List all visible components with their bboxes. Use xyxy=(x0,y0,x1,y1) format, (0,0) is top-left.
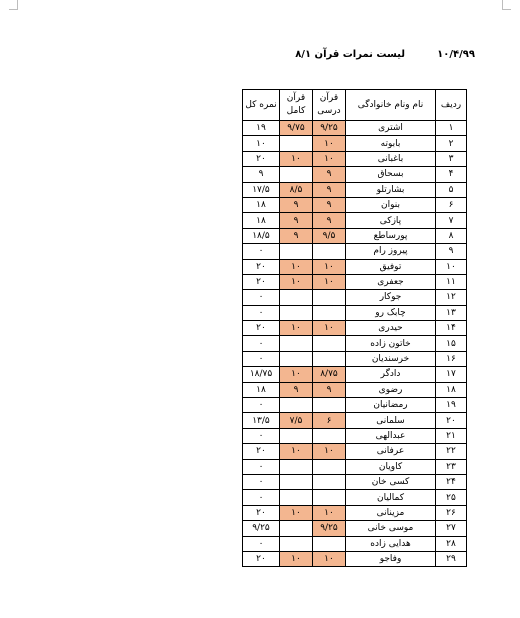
table-row xyxy=(243,413,467,428)
table-row xyxy=(243,428,467,443)
quran-lesson-score-cell xyxy=(313,336,346,351)
quran-lesson-score-cell: ۱۰ xyxy=(313,321,346,336)
page-corner-mark-right xyxy=(502,0,511,10)
student-name-cell: کاویان xyxy=(346,459,436,474)
quran-lesson-score-cell xyxy=(313,290,346,305)
row-number-cell: ۲۱ xyxy=(436,428,467,443)
quran-complete-score-cell xyxy=(280,136,313,151)
quran-complete-score-cell xyxy=(280,459,313,474)
header-row-number: ردیف xyxy=(436,90,467,121)
total-score-cell: ۰ xyxy=(243,474,280,489)
table-row xyxy=(243,459,467,474)
table-row xyxy=(243,521,467,536)
quran-lesson-score-cell: ۱۰ xyxy=(313,505,346,520)
table-row xyxy=(243,274,467,289)
quran-lesson-score-cell: ۹/۵ xyxy=(313,228,346,243)
table-row xyxy=(243,197,467,212)
table-row xyxy=(243,259,467,274)
quran-lesson-score-cell: ۹/۲۵ xyxy=(313,121,346,136)
total-score-cell: ۹/۲۵ xyxy=(243,521,280,536)
row-number-cell: ۹ xyxy=(436,244,467,259)
student-name-cell: خاتون زاده xyxy=(346,336,436,351)
total-score-cell: ۰ xyxy=(243,536,280,551)
quran-complete-score-cell xyxy=(280,474,313,489)
row-number-cell: ۲۷ xyxy=(436,521,467,536)
table-row xyxy=(243,382,467,397)
row-number-cell: ۶ xyxy=(436,197,467,212)
total-score-cell: ۲۰ xyxy=(243,259,280,274)
row-number-cell: ۱۷ xyxy=(436,367,467,382)
total-score-cell: ۱۸ xyxy=(243,197,280,212)
row-number-cell: ۲۹ xyxy=(436,551,467,566)
table-row xyxy=(243,398,467,413)
student-name-cell: رمضانیان xyxy=(346,398,436,413)
quran-complete-score-cell: ۹ xyxy=(280,197,313,212)
total-score-cell: ۲۰ xyxy=(243,151,280,166)
document-header xyxy=(295,49,475,65)
row-number-cell: ۲۸ xyxy=(436,536,467,551)
student-name-cell: عرفانی xyxy=(346,444,436,459)
document-title: لیست نمرات قرآن ۸/۱ xyxy=(295,49,405,60)
header-quran-complete: قرآن کامل xyxy=(280,90,313,121)
marks-table xyxy=(242,89,467,567)
quran-lesson-score-cell xyxy=(313,536,346,551)
student-name-cell: دادگر xyxy=(346,367,436,382)
quran-lesson-score-cell: ۱۰ xyxy=(313,551,346,566)
quran-complete-score-cell xyxy=(280,351,313,366)
total-score-cell: ۰ xyxy=(243,351,280,366)
table-row xyxy=(243,151,467,166)
total-score-cell: ۱۹ xyxy=(243,121,280,136)
row-number-cell: ۱۱ xyxy=(436,274,467,289)
table-row xyxy=(243,444,467,459)
quran-complete-score-cell xyxy=(280,244,313,259)
quran-complete-score-cell: ۱۰ xyxy=(280,151,313,166)
quran-complete-score-cell: ۱۰ xyxy=(280,259,313,274)
row-number-cell: ۲۶ xyxy=(436,505,467,520)
row-number-cell: ۲ xyxy=(436,136,467,151)
total-score-cell: ۰ xyxy=(243,290,280,305)
student-name-cell: چابک رو xyxy=(346,305,436,320)
student-name-cell: سلمانی xyxy=(346,413,436,428)
quran-complete-score-cell: ۸/۵ xyxy=(280,182,313,197)
quran-lesson-score-cell: ۱۰ xyxy=(313,259,346,274)
row-number-cell: ۱۲ xyxy=(436,290,467,305)
total-score-cell: ۱۸ xyxy=(243,382,280,397)
total-score-cell: ۰ xyxy=(243,428,280,443)
student-name-cell: حیدری xyxy=(346,321,436,336)
quran-lesson-score-cell xyxy=(313,244,346,259)
row-number-cell: ۷ xyxy=(436,213,467,228)
quran-lesson-score-cell xyxy=(313,428,346,443)
quran-lesson-score-cell: ۸/۷۵ xyxy=(313,367,346,382)
table-row xyxy=(243,290,467,305)
student-name-cell: پورساطع xyxy=(346,228,436,243)
quran-complete-score-cell xyxy=(280,167,313,182)
total-score-cell: ۲۰ xyxy=(243,551,280,566)
quran-lesson-score-cell xyxy=(313,490,346,505)
row-number-cell: ۲۵ xyxy=(436,490,467,505)
quran-lesson-score-cell xyxy=(313,305,346,320)
quran-complete-score-cell: ۱۰ xyxy=(280,444,313,459)
table-row xyxy=(243,505,467,520)
table-row xyxy=(243,121,467,136)
student-name-cell: جوکار xyxy=(346,290,436,305)
row-number-cell: ۵ xyxy=(436,182,467,197)
total-score-cell: ۲۰ xyxy=(243,321,280,336)
table-row xyxy=(243,367,467,382)
document-date: ۱۰/۴/۹۹ xyxy=(437,49,475,60)
student-name-cell: پازکی xyxy=(346,213,436,228)
total-score-cell: ۲۰ xyxy=(243,444,280,459)
row-number-cell: ۲۳ xyxy=(436,459,467,474)
header-total-score: نمره کل xyxy=(243,90,280,121)
quran-complete-score-cell xyxy=(280,428,313,443)
quran-complete-score-cell xyxy=(280,336,313,351)
student-name-cell: باغبانی xyxy=(346,151,436,166)
row-number-cell: ۲۰ xyxy=(436,413,467,428)
quran-complete-score-cell: ۱۰ xyxy=(280,551,313,566)
quran-complete-score-cell: ۷/۵ xyxy=(280,413,313,428)
student-name-cell: پیروز رام xyxy=(346,244,436,259)
row-number-cell: ۱۳ xyxy=(436,305,467,320)
quran-complete-score-cell xyxy=(280,536,313,551)
table-header-row xyxy=(243,90,467,121)
quran-complete-score-cell xyxy=(280,490,313,505)
quran-complete-score-cell xyxy=(280,398,313,413)
table-row xyxy=(243,228,467,243)
student-name-cell: توفیق xyxy=(346,259,436,274)
table-row xyxy=(243,321,467,336)
row-number-cell: ۱۹ xyxy=(436,398,467,413)
quran-complete-score-cell: ۹ xyxy=(280,228,313,243)
row-number-cell: ۱۶ xyxy=(436,351,467,366)
row-number-cell: ۱۸ xyxy=(436,382,467,397)
table-row xyxy=(243,536,467,551)
quran-complete-score-cell xyxy=(280,290,313,305)
total-score-cell: ۱۷/۵ xyxy=(243,182,280,197)
student-name-cell: عبدالهی xyxy=(346,428,436,443)
row-number-cell: ۲۲ xyxy=(436,444,467,459)
student-name-cell: اشتری xyxy=(346,121,436,136)
student-name-cell: بنوان xyxy=(346,197,436,212)
total-score-cell: ۰ xyxy=(243,244,280,259)
quran-lesson-score-cell: ۹ xyxy=(313,213,346,228)
quran-lesson-score-cell: ۱۰ xyxy=(313,136,346,151)
total-score-cell: ۰ xyxy=(243,490,280,505)
quran-complete-score-cell: ۱۰ xyxy=(280,367,313,382)
total-score-cell: ۹ xyxy=(243,167,280,182)
total-score-cell: ۱۸/۵ xyxy=(243,228,280,243)
quran-complete-score-cell xyxy=(280,305,313,320)
quran-lesson-score-cell xyxy=(313,398,346,413)
table-row xyxy=(243,351,467,366)
student-name-cell: خرسندیان xyxy=(346,351,436,366)
total-score-cell: ۲۰ xyxy=(243,274,280,289)
quran-lesson-score-cell xyxy=(313,459,346,474)
row-number-cell: ۴ xyxy=(436,167,467,182)
total-score-cell: ۰ xyxy=(243,336,280,351)
table-row xyxy=(243,213,467,228)
student-name-cell: کسی خان xyxy=(346,474,436,489)
student-name-cell: موسی خانی xyxy=(346,521,436,536)
quran-complete-score-cell: ۹ xyxy=(280,213,313,228)
quran-lesson-score-cell: ۱۰ xyxy=(313,274,346,289)
quran-lesson-score-cell: ۹ xyxy=(313,167,346,182)
table-row xyxy=(243,136,467,151)
quran-complete-score-cell: ۱۰ xyxy=(280,505,313,520)
table-row xyxy=(243,490,467,505)
total-score-cell: ۱۰ xyxy=(243,136,280,151)
row-number-cell: ۸ xyxy=(436,228,467,243)
quran-complete-score-cell: ۱۰ xyxy=(280,321,313,336)
row-number-cell: ۱۰ xyxy=(436,259,467,274)
quran-complete-score-cell: ۱۰ xyxy=(280,274,313,289)
table-row xyxy=(243,182,467,197)
quran-lesson-score-cell: ۹/۲۵ xyxy=(313,521,346,536)
page-corner-mark-left xyxy=(9,0,18,10)
student-name-cell: کمالیان xyxy=(346,490,436,505)
quran-lesson-score-cell: ۶ xyxy=(313,413,346,428)
row-number-cell: ۱۵ xyxy=(436,336,467,351)
table-row xyxy=(243,336,467,351)
quran-lesson-score-cell: ۹ xyxy=(313,382,346,397)
total-score-cell: ۱۳/۵ xyxy=(243,413,280,428)
total-score-cell: ۰ xyxy=(243,459,280,474)
quran-complete-score-cell xyxy=(280,521,313,536)
table-row xyxy=(243,167,467,182)
row-number-cell: ۲۴ xyxy=(436,474,467,489)
table-row xyxy=(243,305,467,320)
student-name-cell: هدایی زاده xyxy=(346,536,436,551)
student-name-cell: وفاجو xyxy=(346,551,436,566)
header-full-name: نام ونام خانوادگی xyxy=(346,90,436,121)
quran-complete-score-cell: ۹/۷۵ xyxy=(280,121,313,136)
student-name-cell: مزینانی xyxy=(346,505,436,520)
student-name-cell: بسحاق xyxy=(346,167,436,182)
quran-lesson-score-cell: ۱۰ xyxy=(313,151,346,166)
total-score-cell: ۱۸ xyxy=(243,213,280,228)
quran-lesson-score-cell xyxy=(313,474,346,489)
total-score-cell: ۲۰ xyxy=(243,505,280,520)
quran-lesson-score-cell xyxy=(313,351,346,366)
total-score-cell: ۰ xyxy=(243,398,280,413)
table-row xyxy=(243,474,467,489)
quran-lesson-score-cell: ۹ xyxy=(313,182,346,197)
student-name-cell: جعفری xyxy=(346,274,436,289)
quran-complete-score-cell: ۹ xyxy=(280,382,313,397)
header-quran-lesson: قرآن درسی xyxy=(313,90,346,121)
student-name-cell: بابوته xyxy=(346,136,436,151)
total-score-cell: ۱۸/۷۵ xyxy=(243,367,280,382)
table-row xyxy=(243,244,467,259)
marks-table-body xyxy=(243,121,467,567)
total-score-cell: ۰ xyxy=(243,305,280,320)
student-name-cell: رضوی xyxy=(346,382,436,397)
row-number-cell: ۳ xyxy=(436,151,467,166)
table-row xyxy=(243,551,467,566)
quran-lesson-score-cell: ۱۰ xyxy=(313,444,346,459)
row-number-cell: ۱ xyxy=(436,121,467,136)
row-number-cell: ۱۴ xyxy=(436,321,467,336)
student-name-cell: بشارتلو xyxy=(346,182,436,197)
quran-lesson-score-cell: ۹ xyxy=(313,197,346,212)
